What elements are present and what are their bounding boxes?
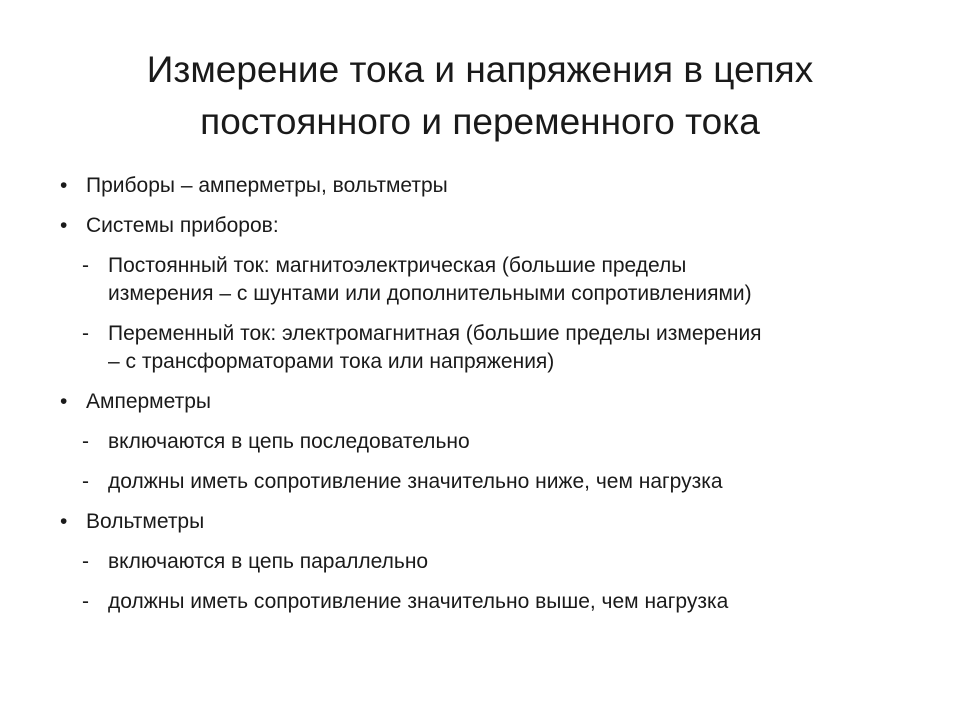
bullet-item-ammeters (60, 388, 920, 416)
sub-item-text (108, 548, 920, 576)
bullet-icon: • (60, 390, 68, 413)
sub-item-line: включаются в цепь последовательно (108, 430, 470, 453)
bullet-icon: • (60, 214, 68, 237)
bullet-item-instrument-systems (60, 212, 920, 240)
bullet-text: Вольтметры (86, 510, 205, 533)
bullet-text: Приборы – амперметры, вольтметры (86, 174, 448, 197)
sub-item-text (108, 252, 920, 308)
sub-item-line: Переменный ток: электромагнитная (большие пределы измерения (108, 322, 762, 345)
bullet-text: Амперметры (86, 390, 211, 413)
bullet-item-instruments (60, 172, 920, 200)
sub-item-voltmeter-resistance (60, 588, 920, 616)
bullet-list (60, 172, 920, 628)
sub-item-line: Постоянный ток: магнитоэлектрическая (большие пределы (108, 254, 687, 277)
dash-icon: - (82, 590, 89, 613)
slide-title (80, 44, 880, 148)
sub-item-line: должны иметь сопротивление значительно выше, чем нагрузка (108, 590, 729, 613)
bullet-item-voltmeters (60, 508, 920, 536)
sub-item-text (108, 588, 920, 616)
slide-title-line-1: Измерение тока и напряжения в цепях (146, 49, 814, 90)
sub-item-line: включаются в цепь параллельно (108, 550, 429, 573)
dash-icon: - (82, 550, 89, 573)
sub-item-text (108, 428, 920, 456)
sub-item-text (108, 320, 920, 376)
sub-item-ammeter-series (60, 428, 920, 456)
sub-item-line: измерения – с шунтами или дополнительными сопротивлениями) (108, 282, 752, 305)
sub-item-direct-current (60, 252, 920, 308)
slide-title-line-2: постоянного и переменного тока (200, 101, 760, 142)
sub-item-text (108, 468, 920, 496)
bullet-icon: • (60, 174, 68, 197)
sub-item-alternating-current (60, 320, 920, 376)
sub-item-line: должны иметь сопротивление значительно ниже, чем нагрузка (108, 470, 723, 493)
bullet-icon: • (60, 510, 68, 533)
sub-item-ammeter-resistance (60, 468, 920, 496)
dash-icon: - (82, 470, 89, 493)
sub-item-voltmeter-parallel (60, 548, 920, 576)
sub-item-line: – с трансформаторами тока или напряжения) (108, 350, 555, 373)
dash-icon: - (82, 430, 89, 453)
bullet-text: Системы приборов: (86, 214, 279, 237)
dash-icon: - (82, 254, 89, 277)
dash-icon: - (82, 322, 89, 345)
